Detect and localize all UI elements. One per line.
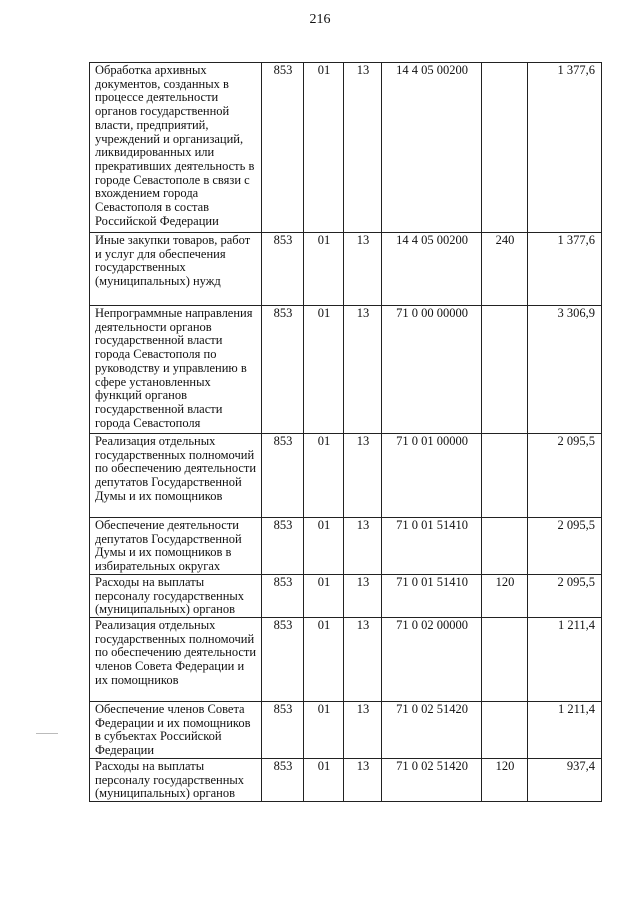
expense-type bbox=[482, 617, 528, 701]
row-name: Реализация отдельных государственных полномочий по обеспечению деятельности членов Совета Федерации и их помощников bbox=[90, 617, 262, 701]
row-name: Иные закупки товаров, работ и услуг для обеспечения государственных (муниципальных) нужд bbox=[90, 233, 262, 306]
budget-table bbox=[89, 62, 602, 802]
ministry-code: 853 bbox=[262, 758, 304, 801]
section-code: 01 bbox=[304, 758, 344, 801]
target-article: 71 0 02 51420 bbox=[382, 758, 482, 801]
expense-type: 120 bbox=[482, 574, 528, 617]
target-article: 71 0 01 51410 bbox=[382, 518, 482, 575]
row-name: Реализация отдельных государственных полномочий по обеспечению деятельности депутатов Государственной Думы и их помощников bbox=[90, 434, 262, 518]
row-name: Обеспечение членов Совета Федерации и их помощников в субъектах Российской Федерации bbox=[90, 701, 262, 758]
ministry-code: 853 bbox=[262, 63, 304, 233]
section-code: 01 bbox=[304, 574, 344, 617]
amount: 1 377,6 bbox=[528, 63, 602, 233]
row-name: Расходы на выплаты персоналу государственных (муниципальных) органов bbox=[90, 758, 262, 801]
row-name: Обеспечение деятельности депутатов Государственной Думы и их помощников в избирательных округах bbox=[90, 518, 262, 575]
amount: 1 377,6 bbox=[528, 233, 602, 306]
amount: 2 095,5 bbox=[528, 518, 602, 575]
section-code: 01 bbox=[304, 701, 344, 758]
target-article: 14 4 05 00200 bbox=[382, 63, 482, 233]
subsection-code: 13 bbox=[344, 758, 382, 801]
target-article: 71 0 01 51410 bbox=[382, 574, 482, 617]
table-row bbox=[90, 63, 602, 233]
ministry-code: 853 bbox=[262, 233, 304, 306]
expense-type: 240 bbox=[482, 233, 528, 306]
target-article: 71 0 00 00000 bbox=[382, 306, 482, 434]
amount: 2 095,5 bbox=[528, 574, 602, 617]
section-code: 01 bbox=[304, 434, 344, 518]
table-row bbox=[90, 518, 602, 575]
amount: 3 306,9 bbox=[528, 306, 602, 434]
expense-type bbox=[482, 306, 528, 434]
subsection-code: 13 bbox=[344, 574, 382, 617]
ministry-code: 853 bbox=[262, 518, 304, 575]
expense-type bbox=[482, 63, 528, 233]
target-article: 71 0 02 00000 bbox=[382, 617, 482, 701]
expense-type bbox=[482, 434, 528, 518]
expense-type bbox=[482, 701, 528, 758]
amount: 937,4 bbox=[528, 758, 602, 801]
table-row bbox=[90, 306, 602, 434]
table-row bbox=[90, 434, 602, 518]
ministry-code: 853 bbox=[262, 306, 304, 434]
target-article: 14 4 05 00200 bbox=[382, 233, 482, 306]
row-name: Непрограммные направления деятельности органов государственной власти города Севастополя по руководству и управлению в сфере установленных функций органов государственной власти города Севастополя bbox=[90, 306, 262, 434]
subsection-code: 13 bbox=[344, 306, 382, 434]
margin-mark bbox=[36, 733, 58, 734]
section-code: 01 bbox=[304, 617, 344, 701]
ministry-code: 853 bbox=[262, 574, 304, 617]
amount: 2 095,5 bbox=[528, 434, 602, 518]
subsection-code: 13 bbox=[344, 63, 382, 233]
ministry-code: 853 bbox=[262, 434, 304, 518]
ministry-code: 853 bbox=[262, 617, 304, 701]
section-code: 01 bbox=[304, 518, 344, 575]
subsection-code: 13 bbox=[344, 233, 382, 306]
section-code: 01 bbox=[304, 63, 344, 233]
section-code: 01 bbox=[304, 233, 344, 306]
row-name: Расходы на выплаты персоналу государственных (муниципальных) органов bbox=[90, 574, 262, 617]
subsection-code: 13 bbox=[344, 617, 382, 701]
table-row bbox=[90, 233, 602, 306]
amount: 1 211,4 bbox=[528, 701, 602, 758]
row-name: Обработка архивных документов, созданных в процессе деятельности органов государственной власти, предприятий, учреждений и организаций, ликвидированных или прекративших деятельность в городе Севастополе в связи с вхождением города Севастополя в состав Российской Федерации bbox=[90, 63, 262, 233]
target-article: 71 0 02 51420 bbox=[382, 701, 482, 758]
table-row bbox=[90, 758, 602, 801]
expense-type: 120 bbox=[482, 758, 528, 801]
table-row bbox=[90, 574, 602, 617]
section-code: 01 bbox=[304, 306, 344, 434]
subsection-code: 13 bbox=[344, 434, 382, 518]
page-number: 216 bbox=[309, 12, 331, 27]
amount: 1 211,4 bbox=[528, 617, 602, 701]
ministry-code: 853 bbox=[262, 701, 304, 758]
expense-type bbox=[482, 518, 528, 575]
subsection-code: 13 bbox=[344, 701, 382, 758]
target-article: 71 0 01 00000 bbox=[382, 434, 482, 518]
table-row bbox=[90, 701, 602, 758]
subsection-code: 13 bbox=[344, 518, 382, 575]
table-row bbox=[90, 617, 602, 701]
